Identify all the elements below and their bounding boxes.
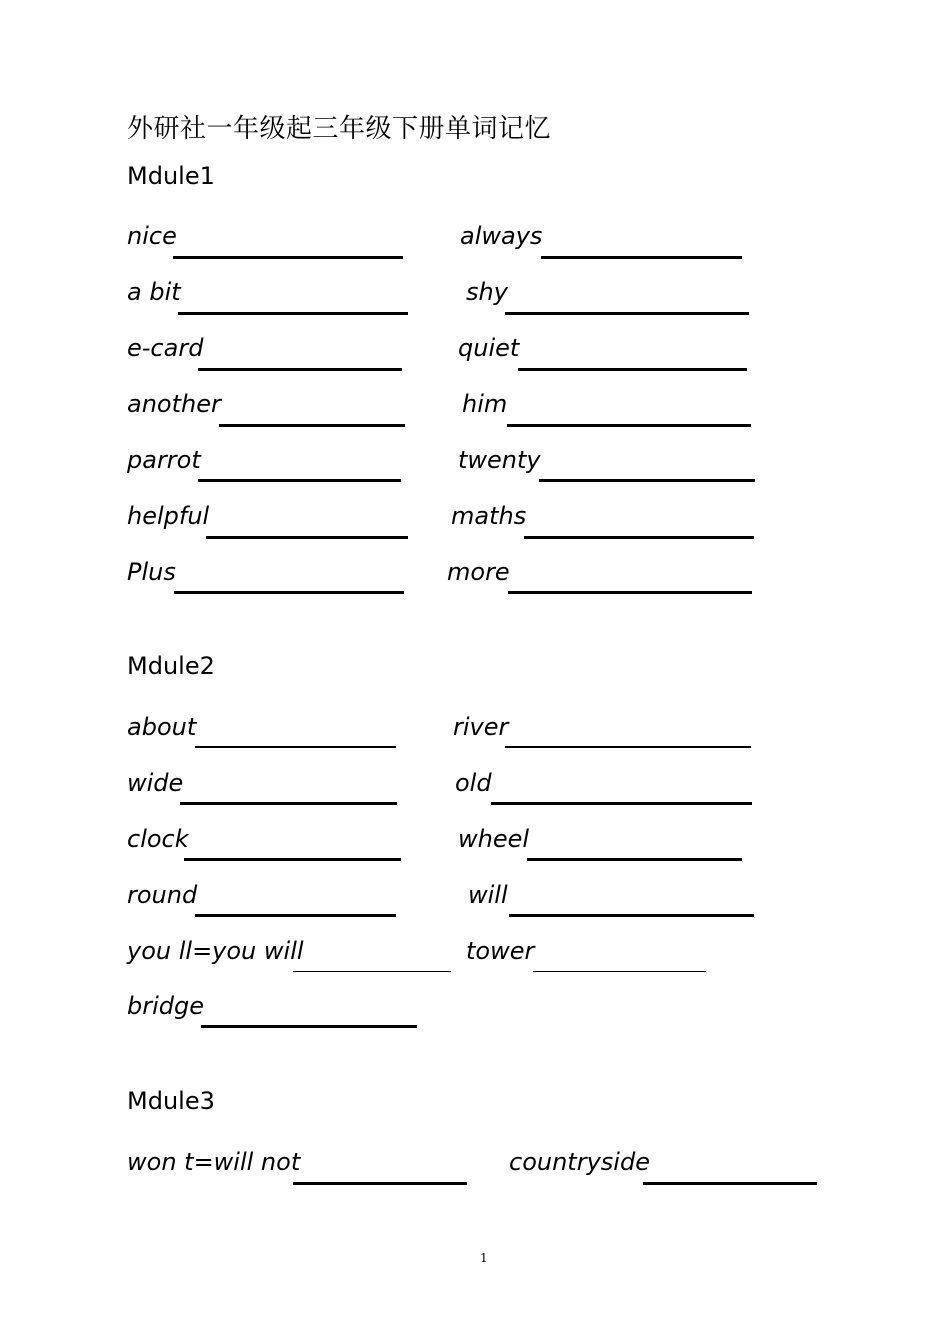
word-label: won t=will not [127,1148,301,1176]
word-label: you ll=you will [127,937,304,965]
answer-blank[interactable] [518,368,747,371]
word-label: tower [466,937,535,965]
module-2-heading: Mdule2 [127,652,215,680]
answer-blank[interactable] [533,971,706,972]
word-label: about [127,713,197,741]
answer-blank[interactable] [508,591,752,594]
word-label: him [462,390,508,418]
word-label: quiet [458,334,520,362]
answer-blank[interactable] [527,858,742,861]
answer-blank[interactable] [643,1182,817,1185]
answer-blank[interactable] [195,746,396,748]
answer-blank[interactable] [293,1182,467,1185]
module-1-heading: Mdule1 [127,162,215,190]
word-label: wide [127,769,184,797]
answer-blank[interactable] [198,479,401,482]
word-label: twenty [458,446,541,474]
word-label: nice [127,222,177,250]
answer-blank[interactable] [184,858,401,861]
word-label: river [453,713,509,741]
word-label: another [127,390,221,418]
word-label: clock [127,825,189,853]
word-label: bridge [127,992,205,1020]
word-label: parrot [127,446,201,474]
word-label: will [468,881,508,909]
answer-blank[interactable] [174,591,404,594]
word-label: always [460,222,543,250]
answer-blank[interactable] [178,312,408,315]
word-label: old [455,769,492,797]
word-label: more [447,558,510,586]
answer-blank[interactable] [198,368,402,371]
answer-blank[interactable] [293,971,451,972]
module-3-heading: Mdule3 [127,1087,215,1115]
answer-blank[interactable] [195,914,396,917]
answer-blank[interactable] [201,1025,417,1028]
page-title: 外研社一年级起三年级下册单词记忆 [127,114,552,144]
word-label: countryside [509,1148,650,1176]
word-label: helpful [127,502,210,530]
word-label: a bit [127,278,181,306]
answer-blank[interactable] [505,746,751,748]
answer-blank[interactable] [180,802,397,805]
page-number: 1 [480,1251,488,1265]
word-label: wheel [458,825,530,853]
answer-blank[interactable] [509,914,754,917]
answer-blank[interactable] [507,424,751,427]
answer-blank[interactable] [173,256,403,259]
answer-blank[interactable] [524,536,754,539]
word-label: Plus [127,558,176,586]
answer-blank[interactable] [539,479,755,482]
word-label: maths [451,502,527,530]
answer-blank[interactable] [219,424,405,427]
answer-blank[interactable] [505,312,749,315]
answer-blank[interactable] [206,536,408,539]
answer-blank[interactable] [491,802,752,805]
answer-blank[interactable] [541,256,742,259]
word-label: round [127,881,198,909]
word-label: e-card [127,334,204,362]
word-label: shy [466,278,508,306]
